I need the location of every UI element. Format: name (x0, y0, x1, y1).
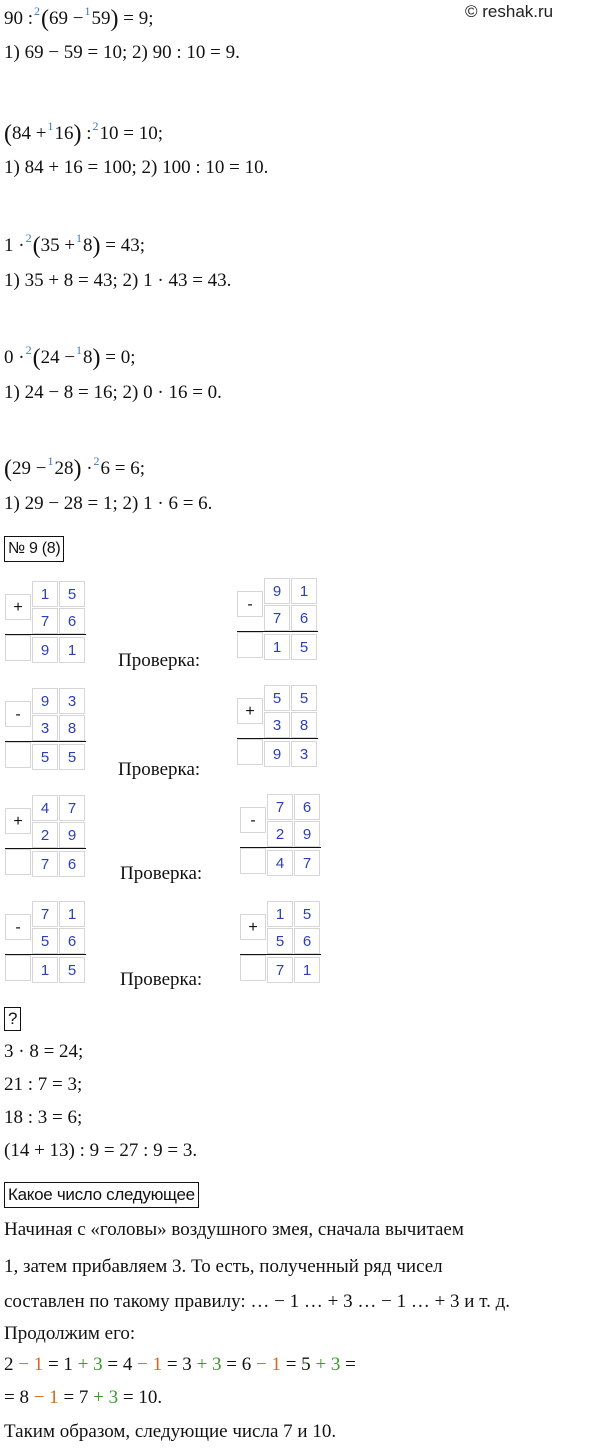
digit-cell: 5 (267, 928, 293, 954)
steps-2: 1) 84 + 16 = 100; 2) 100 : 10 = 10. (4, 157, 269, 178)
result-digit-cell: 3 (291, 741, 317, 767)
order-mark: 2 (25, 231, 32, 245)
operator-sign: + (5, 594, 31, 620)
order-mark: 2 (25, 343, 32, 357)
column-check-4 (240, 901, 321, 983)
digit-cell: 6 (294, 928, 320, 954)
order-mark: 1 (76, 343, 83, 357)
result-digit-cell: 9 (264, 741, 290, 767)
digit-cell: 9 (32, 688, 58, 714)
result-digit-cell: 1 (59, 637, 85, 663)
watermark: © reshak.ru (465, 2, 554, 21)
result-digit-cell: 1 (294, 957, 320, 983)
check-label-3: Проверка: (120, 863, 203, 884)
operator-sign: + (237, 698, 263, 724)
empty-cell (5, 635, 31, 661)
digit-cell: 6 (294, 794, 320, 820)
order-mark: 1 (84, 4, 91, 18)
steps-5: 1) 29 − 28 = 1; 2) 1 · 6 = 6. (4, 493, 213, 514)
section-title-next-number: Какое число следующее (4, 1182, 199, 1208)
digit-cell: 1 (59, 901, 85, 927)
result-digit-cell: 7 (32, 851, 58, 877)
result-digit-cell: 9 (32, 637, 58, 663)
expression-2: (84 +$^1$16) :$^2$10 = 10; (4, 119, 163, 147)
question-line-1: 3 · 8 = 24; (4, 1041, 84, 1062)
question-mark-box: ? (4, 1007, 21, 1031)
question-line-3: 18 : 3 = 6; (4, 1107, 83, 1128)
sum-line (5, 634, 86, 635)
digit-cell: 7 (32, 901, 58, 927)
sequence-line-2: = 8 − 1 = 7 + 3 = 10. (4, 1387, 163, 1408)
result-digit-cell: 7 (294, 850, 320, 876)
steps-4: 1) 24 − 8 = 16; 2) 0 · 16 = 0. (4, 382, 222, 403)
operator-sign: - (5, 914, 31, 940)
digit-cell: 2 (32, 822, 58, 848)
empty-cell (5, 849, 31, 875)
digit-cell: 7 (32, 608, 58, 634)
digit-cell: 3 (264, 712, 290, 738)
expression-4: 0 ·$^2$(24 −$^1$8) = 0; (4, 343, 136, 371)
operator-sign: - (5, 701, 31, 727)
operator-sign: - (240, 807, 266, 833)
sequence-line-1: 2 − 1 = 1 + 3 = 4 − 1 = 3 + 3 = 6 − 1 = 5 + 3 = (4, 1354, 356, 1375)
column-calc-1 (5, 581, 86, 663)
column-check-2 (237, 685, 318, 767)
sum-line (5, 741, 86, 742)
result-digit-cell: 4 (267, 850, 293, 876)
digit-cell: 6 (291, 605, 317, 631)
expression-5: (29 −$^1$28) ·$^2$6 = 6; (4, 454, 146, 482)
empty-cell (240, 848, 266, 874)
column-calc-2 (5, 688, 86, 770)
steps-3: 1) 35 + 8 = 43; 2) 1 · 43 = 43. (4, 270, 232, 291)
digit-cell: 5 (264, 685, 290, 711)
digit-cell: 5 (59, 581, 85, 607)
result-digit-cell: 7 (267, 957, 293, 983)
digit-cell: 9 (264, 578, 290, 604)
digit-cell: 5 (294, 901, 320, 927)
paragraph-line-3: составлен по такому правилу: … − 1 … + 3 … − 1 … + 3 и т. д. (4, 1291, 510, 1312)
empty-cell (237, 739, 263, 765)
order-mark: 1 (76, 231, 83, 245)
question-line-2: 21 : 7 = 3; (4, 1074, 83, 1095)
expression-1: 90 :$^2$(69 −$^1$59) = 9; (4, 4, 154, 32)
paragraph-line-1: Начиная с «головы» воздушного змея, сначала вычитаем (4, 1219, 464, 1240)
column-check-1 (237, 578, 318, 660)
digit-cell: 8 (59, 715, 85, 741)
sum-line (240, 847, 321, 848)
order-mark: 2 (92, 119, 99, 133)
steps-1: 1) 69 − 59 = 10; 2) 90 : 10 = 9. (4, 42, 240, 63)
digit-cell: 2 (267, 821, 293, 847)
conclusion: Таким образом, следующие числа 7 и 10. (4, 1421, 337, 1442)
operator-sign: + (5, 808, 31, 834)
sum-line (237, 631, 318, 632)
digit-cell: 9 (294, 821, 320, 847)
operator-sign: + (240, 914, 266, 940)
result-digit-cell: 5 (59, 957, 85, 983)
paragraph-line-4: Продолжим его: (4, 1323, 136, 1344)
order-mark: 1 (47, 454, 54, 468)
digit-cell: 3 (32, 715, 58, 741)
digit-cell: 7 (267, 794, 293, 820)
sum-line (5, 954, 86, 955)
digit-cell: 5 (32, 928, 58, 954)
result-digit-cell: 5 (59, 744, 85, 770)
sum-line (240, 954, 321, 955)
digit-cell: 1 (291, 578, 317, 604)
check-label-2: Проверка: (118, 759, 201, 780)
section-title-9: № 9 (8) (4, 536, 64, 562)
check-label-4: Проверка: (120, 969, 203, 990)
empty-cell (237, 632, 263, 658)
operator-sign: - (237, 591, 263, 617)
question-line-4: (14 + 13) : 9 = 27 : 9 = 3. (4, 1140, 198, 1161)
digit-cell: 6 (59, 608, 85, 634)
digit-cell: 8 (291, 712, 317, 738)
column-check-3 (240, 794, 321, 876)
result-digit-cell: 1 (32, 957, 58, 983)
column-calc-3 (5, 795, 86, 877)
digit-cell: 9 (59, 822, 85, 848)
order-mark: 1 (47, 119, 54, 133)
result-digit-cell: 6 (59, 851, 85, 877)
empty-cell (240, 955, 266, 981)
order-mark: 2 (34, 4, 41, 18)
digit-cell: 5 (291, 685, 317, 711)
check-label-1: Проверка: (118, 650, 201, 671)
sum-line (5, 848, 86, 849)
expression-3: 1 ·$^2$(35 +$^1$8) = 43; (4, 231, 146, 259)
sum-line (237, 738, 318, 739)
digit-cell: 7 (59, 795, 85, 821)
result-digit-cell: 1 (264, 634, 290, 660)
digit-cell: 1 (267, 901, 293, 927)
order-mark: 2 (93, 454, 100, 468)
result-digit-cell: 5 (291, 634, 317, 660)
empty-cell (5, 742, 31, 768)
result-digit-cell: 5 (32, 744, 58, 770)
digit-cell: 7 (264, 605, 290, 631)
empty-cell (5, 955, 31, 981)
digit-cell: 4 (32, 795, 58, 821)
paragraph-line-2: 1, затем прибавляем 3. То есть, полученный ряд чисел (4, 1256, 443, 1277)
column-calc-4 (5, 901, 86, 983)
digit-cell: 1 (32, 581, 58, 607)
digit-cell: 3 (59, 688, 85, 714)
digit-cell: 6 (59, 928, 85, 954)
